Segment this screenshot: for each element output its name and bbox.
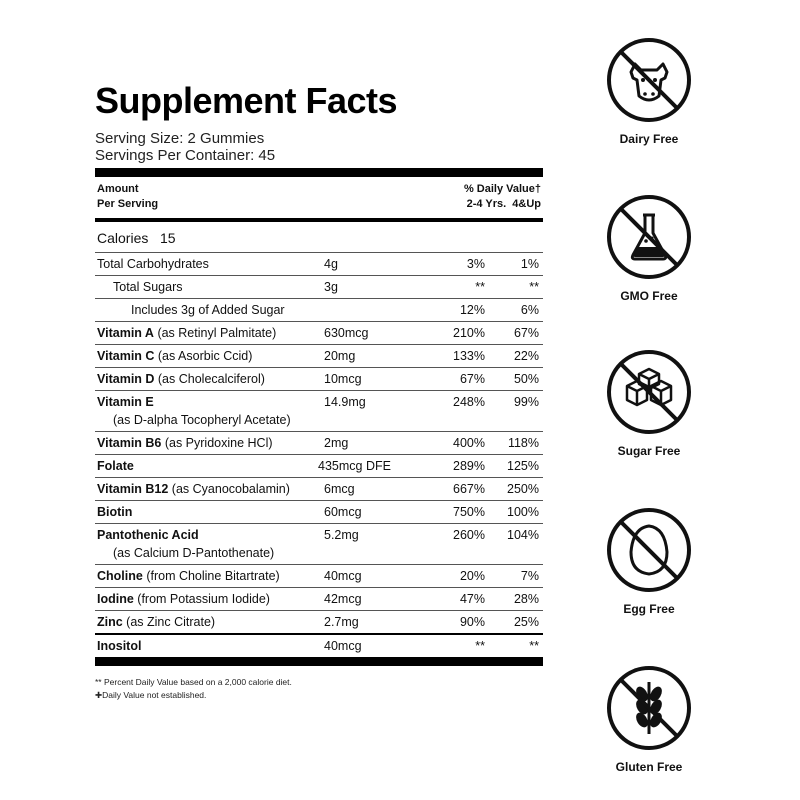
servings-per-container: Servings Per Container: 45 <box>95 147 276 164</box>
table-row: Includes 3g of Added Sugar 12% 6% <box>95 299 543 322</box>
divider-thick <box>95 168 543 177</box>
calories-row: Calories 15 <box>95 222 543 253</box>
table-row: Total Carbohydrates 4g 3% 1% <box>95 253 543 276</box>
table-row: Pantothenic Acid (as Calcium D-Pantothenate) 5.2mg 260% 104% <box>95 524 543 565</box>
footnotes <box>95 676 543 702</box>
badge-gluten-free <box>599 664 699 774</box>
serving-size: Serving Size: 2 Gummies <box>95 130 265 147</box>
wheat-icon <box>605 664 693 752</box>
supplement-facts-panel <box>95 80 543 702</box>
footnote-dv-not-established: ✚Daily Value not established. <box>95 690 207 700</box>
badge-label: Gluten Free <box>615 760 683 774</box>
table-row: Folate 435mcg DFE 289% 125% <box>95 455 543 478</box>
badge-label: Egg Free <box>623 602 675 616</box>
egg-icon <box>605 506 693 594</box>
cow-icon <box>605 36 693 124</box>
sugar-cubes-icon <box>605 348 693 436</box>
table-row: Vitamin B12 (as Cyanocobalamin) 6mcg 667% 250% <box>95 478 543 501</box>
badge-sugar-free <box>599 348 699 458</box>
table-row: Inositol 40mcg ** ** <box>97 639 539 653</box>
table-row: Zinc (as Zinc Citrate) 2.7mg 90% 25% <box>95 611 543 635</box>
table-row: Vitamin C (as Asorbic Ccid) 20mg 133% 22% <box>95 345 543 368</box>
table-header <box>95 177 543 218</box>
table-row: Vitamin B6 (as Pyridoxine HCl) 2mg 400% 118% <box>95 432 543 455</box>
badge-label: Sugar Free <box>617 444 681 458</box>
amount-header: Amount Per Serving <box>97 183 159 210</box>
table-row: Total Sugars 3g ** ** <box>95 276 543 299</box>
daily-value-header: % Daily Value† 2-4 Yrs. 4&Up <box>463 183 541 210</box>
badge-egg-free <box>599 506 699 616</box>
facts-title: Supplement Facts <box>95 80 398 121</box>
badge-label: Dairy Free <box>619 132 679 146</box>
table-row: Biotin 60mcg 750% 100% <box>95 501 543 524</box>
divider-thick-bottom <box>95 657 543 666</box>
badge-dairy-free <box>599 36 699 146</box>
table-row: Vitamin E (as D-alpha Tocopheryl Acetate) 14.9mg 248% 99% <box>95 391 543 432</box>
badge-label: GMO Free <box>620 289 678 303</box>
badge-gmo-free <box>599 193 699 303</box>
table-row: Choline (from Choline Bitartrate) 40mcg 20% 7% <box>95 565 543 588</box>
table-row: Vitamin A (as Retinyl Palmitate) 630mcg 210% 67% <box>95 322 543 345</box>
table-row: Iodine (from Potassium Iodide) 42mcg 47% 28% <box>95 588 543 611</box>
footnote-percent-dv: ** Percent Daily Value based on a 2,000 calorie diet. <box>95 677 292 687</box>
flask-icon <box>605 193 693 281</box>
table-row: Vitamin D (as Cholecalciferol) 10mcg 67% 50% <box>95 368 543 391</box>
